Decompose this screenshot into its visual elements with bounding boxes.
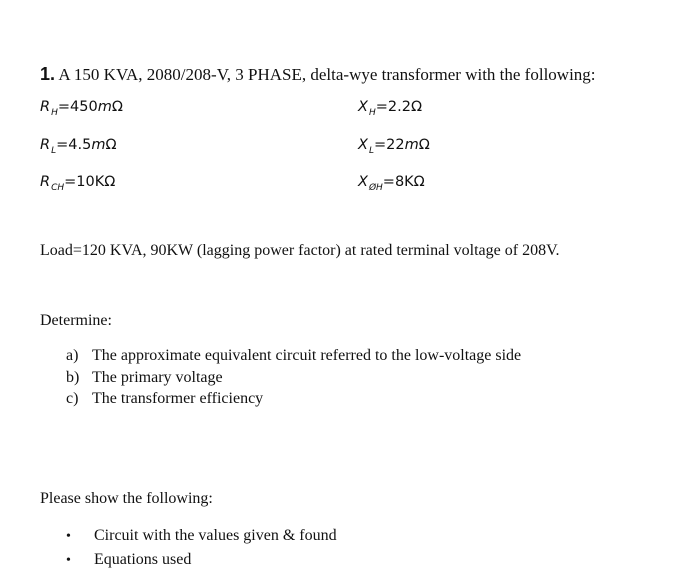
param-xoh-symbol: X (358, 174, 368, 190)
param-xoh-subscript: ØH (368, 183, 383, 193)
param-xl-symbol: X (358, 137, 368, 153)
param-xh-unit: Ω (410, 99, 423, 115)
param-xl-value: =22 (373, 137, 405, 153)
param-rh-subscript: H (51, 108, 58, 118)
list-marker: b) (66, 368, 80, 386)
list-item (66, 548, 337, 572)
param-rl-subscript: L (51, 146, 57, 156)
show-list (66, 524, 337, 572)
list-item-text: Equations used (94, 551, 192, 568)
param-xl-unit: Ω (418, 137, 430, 153)
list-marker: a) (66, 347, 79, 364)
param-rch-symbol: R (40, 174, 51, 190)
param-rl-symbol: R (40, 137, 51, 153)
list-item (66, 345, 521, 367)
param-rl-value: =4.5 (56, 137, 92, 153)
list-item (66, 367, 521, 389)
list-item-text: The approximate equivalent circuit referred to the low-voltage side (92, 347, 522, 364)
determine-list (66, 345, 521, 410)
param-xh (358, 99, 423, 118)
param-rch-subscript: CH (51, 183, 65, 193)
list-item (66, 524, 337, 548)
problem-statement (40, 64, 596, 85)
param-rl-unit: Ω (105, 137, 117, 153)
param-rh-symbol: R (40, 99, 51, 115)
param-xoh-value: =8 (382, 174, 405, 190)
list-marker: c) (66, 390, 79, 407)
param-xoh-unit: KΩ (404, 174, 425, 190)
param-xl (358, 137, 430, 156)
list-item-text: The transformer efficiency (92, 390, 264, 407)
param-xh-value: =2.2 (375, 99, 411, 115)
bullet-icon: • (66, 529, 71, 544)
bullet-icon: • (66, 553, 71, 568)
param-xoh (358, 174, 425, 193)
show-label: Please show the following: (40, 490, 213, 507)
param-rch-value: =10 (64, 174, 95, 190)
param-rch (40, 174, 116, 193)
param-rh-value: =450 (57, 99, 98, 115)
param-rl-unit-prefix: m (91, 137, 106, 153)
problem-text: A 150 KVA, 2080/208-V, 3 PHASE, delta-wye transformer with the following: (58, 65, 596, 84)
list-item-text: Circuit with the values given & found (94, 527, 337, 544)
problem-number: 1. (40, 64, 56, 84)
param-rh (40, 99, 123, 118)
param-rh-unit-prefix: m (97, 99, 112, 115)
param-xh-symbol: X (358, 99, 368, 115)
param-rh-unit: Ω (111, 99, 123, 115)
param-xl-subscript: L (368, 146, 374, 156)
load-description: Load=120 KVA, 90KW (lagging power factor) at rated terminal voltage of 208V. (40, 242, 560, 259)
param-rl (40, 137, 117, 156)
param-xh-subscript: H (368, 108, 376, 118)
list-item (66, 388, 521, 410)
param-xl-unit-prefix: m (404, 137, 419, 153)
list-item-text: The primary voltage (92, 368, 223, 386)
determine-label: Determine: (40, 312, 112, 329)
param-rch-unit: KΩ (94, 174, 116, 190)
